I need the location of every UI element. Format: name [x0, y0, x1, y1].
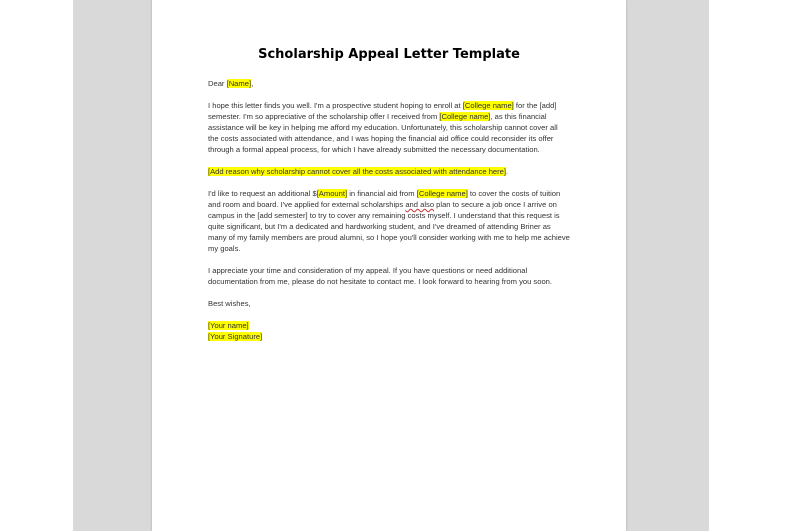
paragraph-text: for the [add] semester. I'm so appreciative of the scholarship offer I received from	[208, 101, 557, 121]
paragraph-text: I hope this letter finds you well. I'm a prospective student hoping to enroll at	[208, 101, 463, 110]
paragraph-intro	[208, 100, 570, 155]
name-placeholder: [Name]	[226, 79, 252, 88]
closing-line: Best wishes,	[208, 299, 251, 308]
signature-block	[208, 320, 570, 342]
salutation-text: Dear	[208, 79, 227, 88]
paragraph-text: .	[506, 167, 509, 176]
paragraph-text: plan to secure a job once I arrive on campus in the [add semester] to try to cover any remaining costs myself. I understand that this request is quite significant, but I'm a dedicated and hardworking student, and I've dreamed of attending Briner as many of my family members are proud alumni, so I hope you'll consider working with me to help me achieve my goals.	[208, 200, 570, 253]
paragraph-text: in financial aid from	[347, 189, 417, 198]
paragraph-text: to cover the costs of tuition and room and board. I've applied for external scholarships	[208, 189, 561, 209]
document-viewer[interactable]	[73, 0, 709, 531]
paragraph-reason	[208, 166, 570, 177]
document-title: Scholarship Appeal Letter Template	[258, 47, 520, 62]
paragraph-request	[208, 188, 570, 254]
salutation	[208, 78, 570, 89]
salutation-comma: ,	[251, 79, 254, 88]
your-name-placeholder: [Your name]	[208, 321, 249, 330]
paragraph-closing: I appreciate your time and consideration of my appeal. If you have questions or need additional documentation from me, please do not hesitate to contact me. I look forward to hearing from you soon.	[208, 266, 553, 286]
paragraph-text: , as this financial assistance will be key in helping me afford my education. Unfortunately, this scholarship cannot cover all the costs associated with attendance, and I was hoping the financial aid office could reconsider its offer through a formal appeal process, for which I have already submitted the necessary documentation.	[208, 112, 558, 154]
reason-placeholder: [Add reason why scholarship cannot cover all the costs associated with attendance here]	[208, 167, 507, 176]
amount-placeholder: [Amount]	[316, 189, 348, 198]
college-name-placeholder: [College name]	[439, 112, 491, 121]
college-name-placeholder: [College name]	[416, 189, 468, 198]
document-page	[152, 0, 626, 531]
paragraph-text: I'd like to request an additional $	[208, 189, 317, 198]
spellcheck-underline-text: and also	[405, 200, 435, 209]
your-signature-placeholder: [Your Signature]	[208, 332, 263, 341]
college-name-placeholder: [College name]	[462, 101, 514, 110]
